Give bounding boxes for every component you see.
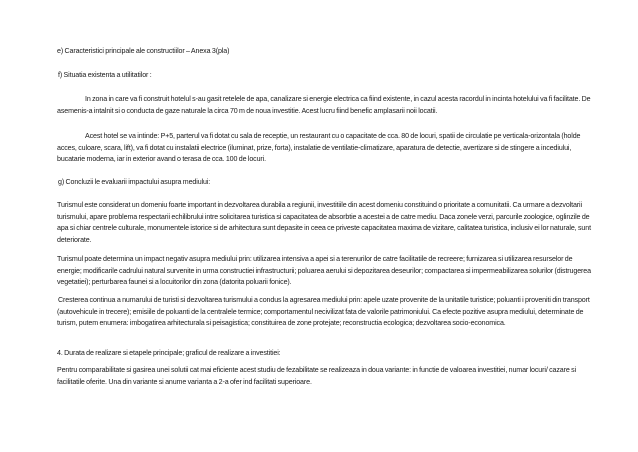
section-e-heading: e) Caracteristici principale ale constructiilor – Anexa 3(pla) bbox=[57, 47, 230, 55]
section-f-heading: f) Situatia existenta a utilitatilor : bbox=[58, 71, 152, 79]
section-g-heading: g) Concluzii le evaluarii impactului asupra mediului: bbox=[58, 178, 211, 186]
negative-impact-paragraph: Turismul poate determina un impact negativ asupra mediului prin: utilizarea intensiva a apei si a terenurilor de catre facilitatile de recreere; furnizarea si utilizarea resurselor de energie; modificarile cadrului natural survenite in urma constructiei infrastructurii; poluarea aerului si depozitarea deseurilor; compactarea si impermeabilizarea solurilor (distrugerea vegetatiei); perturbarea faunei si a locuitorilor din zona (datorita poluarii fonice). bbox=[57, 255, 591, 287]
hotel-description-paragraph: Acest hotel se va intinde: P+5, parterul va fi dotat cu sala de receptie, un restaurant cu o capacitate de cca. 80 de locuri, spatii de circulatie pe verticala-orizontala (holde acces, culoare, scara, lift), va fi dotat cu instalatii electrice (iluminat, prize, forta), instalatie de ventilatie-climatizare, aparatura de detectie, avertizare si de stingere a incediului, bucatarie moderna, iar in exterior avand o terasa de cca. 100 de locuri. bbox=[57, 132, 581, 164]
utilities-paragraph: In zona in care va fi construit hotelul s-au gasit retelele de apa, canalizare si energie electrica ca fiind existente, in cazul acesta racordul in incinta hotelului va fi facilitate. De asemenis-a intalnit si o conducta de gaze naturale la circa 70 m de noua investitie. Acest lucru fiind benefic amplasarii noii locatii. bbox=[57, 95, 591, 115]
variants-paragraph: Pentru comparabilitate si gasirea unei solutii cat mai eficiente acest studiu de fezabilitate se realizeaza in doua variante: in functie de valoarea investitiei, numar locuri/ cazare si facilitatile oferite. Una din variante si anume varianta a 2-a ofer ind facilitati superioare. bbox=[57, 366, 577, 386]
growth-effects-paragraph: Cresterea continua a numarului de turisti si dezvoltarea turismului a condus la agresarea mediului prin: apele uzate provenite de la unitatile turistice; poluanti i proveniti din transport (autovehicule in trecere); emisiile de poluanti de la centralele termice; comportamentul necivilizat fata de valorile patrimoniului. Ca efecte pozitive asupra mediului, determinate de turism, putem enumera: imbogatirea arhitecturala si peisagistica; constituirea de zone protejate; reconstructia ecologica; dezvoltarea socio-economica. bbox=[57, 296, 590, 328]
section-4-heading: 4. Durata de realizare si etapele principale; graficul de realizare a investitiei: bbox=[57, 349, 281, 357]
tourism-paragraph: Turismul este considerat un domeniu foarte important in dezvoltarea durabila a regiunii, investitiile din acest domeniu constituind o prioritate a comunitatii. Ca urmare a dezvoltarii turismului, apare problema respectarii echilibrului intre solicitarea turistica si capacitatea de absorbtie a acestei a de catre mediu. Daca zonele verzi, parcurile zoologice, oglinzile de apa si chiar centrele culturale, monumentele istorice si de arhitectura sunt depasite in ceea ce priveste capacitatea maxima de vizitare, calitatea turistica, inclusiv ei lor naturale, sunt deteriorate. bbox=[57, 201, 591, 244]
